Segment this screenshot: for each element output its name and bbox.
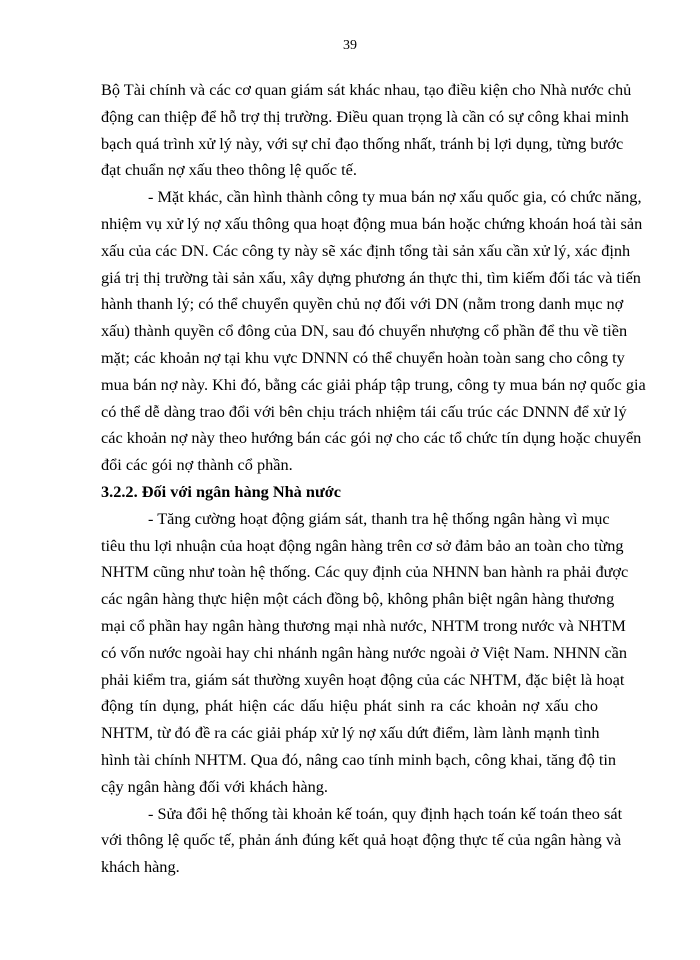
paragraph — [101, 77, 632, 184]
text-line: phải kiểm tra, giám sát thường xuyên hoạt động của các NHTM, đặc biệt là hoạt — [101, 669, 625, 689]
text-line: với thông lệ quốc tế, phản ánh đúng kết quả hoạt động thực tế của ngân hàng và — [101, 830, 622, 850]
text-line: đổi các gói nợ thành cổ phần. — [101, 455, 293, 475]
text-line: - Tăng cường hoạt động giám sát, thanh tra hệ thống ngân hàng vì mục — [148, 508, 610, 528]
paragraph — [101, 184, 646, 479]
text-line: - Sửa đổi hệ thống tài khoản kế toán, quy định hạch toán kế toán theo sát — [148, 803, 623, 823]
paragraph — [101, 506, 629, 801]
text-line: NHTM cũng như toàn hệ thống. Các quy định của NHNN ban hành ra phải được — [101, 562, 629, 582]
text-line: mại cổ phần hay ngân hàng thương mại nhà nước, NHTM trong nước và NHTM — [101, 615, 626, 635]
section-heading — [101, 479, 598, 506]
text-line: xấu) thành quyền cổ đông của DN, sau đó chuyển nhượng cổ phần để thu về tiền — [101, 321, 628, 341]
text-line: 3.2.2. Đối với ngân hàng Nhà nước — [101, 481, 341, 501]
text-line: xấu của các DN. Các công ty này sẽ xác định tổng tài sản xấu cần xử lý, xác định — [101, 240, 631, 260]
text-line: bạch quá trình xử lý này, với sự chỉ đạo thống nhất, tránh bị lợi dụng, từng bước — [101, 133, 624, 153]
text-line: hình tài chính NHTM. Qua đó, nâng cao tính minh bạch, công khai, tăng độ tin — [101, 749, 617, 769]
text-line: đạt chuẩn nợ xấu theo thông lệ quốc tế. — [101, 160, 357, 180]
text-line: NHTM, từ đó đề ra các giải pháp xử lý nợ xấu dứt điểm, làm lành mạnh tình — [101, 723, 600, 743]
text-line: mặt; các khoản nợ tại khu vực DNNN có thể chuyển hoàn toàn sang cho công ty — [101, 347, 625, 367]
paragraph — [101, 801, 623, 881]
text-line: cậy ngân hàng đối với khách hàng. — [101, 776, 328, 796]
text-line: khách hàng. — [101, 857, 180, 877]
text-line: - Mặt khác, cần hình thành công ty mua bán nợ xấu quốc gia, có chức năng, — [148, 187, 642, 207]
text-line: có vốn nước ngoài hay chi nhánh ngân hàng nước ngoài ở Việt Nam. NHNN cần — [101, 642, 627, 662]
text-line: nhiệm vụ xử lý nợ xấu thông qua hoạt động mua bán hoặc chứng khoán hoá tài sản — [101, 213, 643, 233]
page-number: 39 — [343, 38, 357, 53]
text-line: các khoản nợ này theo hướng bán các gói nợ cho các tổ chức tín dụng hoặc chuyển — [101, 428, 642, 448]
text-line: động tín dụng, phát hiện các dấu hiệu phát sinh ra các khoản nợ xấu cho — [101, 696, 598, 716]
text-line: có thể dễ dàng trao đổi với bên chịu trách nhiệm tái cấu trúc các DNNN để xử lý — [101, 401, 627, 421]
text-line: các ngân hàng thực hiện một cách đồng bộ, không phân biệt ngân hàng thương — [101, 589, 615, 609]
text-line: Bộ Tài chính và các cơ quan giám sát khác nhau, tạo điều kiện cho Nhà nước chủ — [101, 80, 632, 99]
text-line: tiêu thu lợi nhuận của hoạt động ngân hàng trên cơ sở đảm bảo an toàn cho từng — [101, 535, 624, 555]
text-line: động can thiệp để hỗ trợ thị trường. Điều quan trọng là cần có sự công khai minh — [101, 106, 629, 126]
text-line: hành thanh lý; có thể chuyển quyền chủ nợ đối với DN (nằm trong danh mục nợ — [101, 294, 624, 314]
text-line: giá trị thị trường tài sản xấu, xây dựng phương án thực thi, tìm kiếm đối tác và tiến — [101, 267, 641, 287]
document-body — [101, 77, 646, 881]
text-line: mua bán nợ này. Khi đó, bằng các giải pháp tập trung, công ty mua bán nợ quốc gia — [101, 374, 646, 394]
